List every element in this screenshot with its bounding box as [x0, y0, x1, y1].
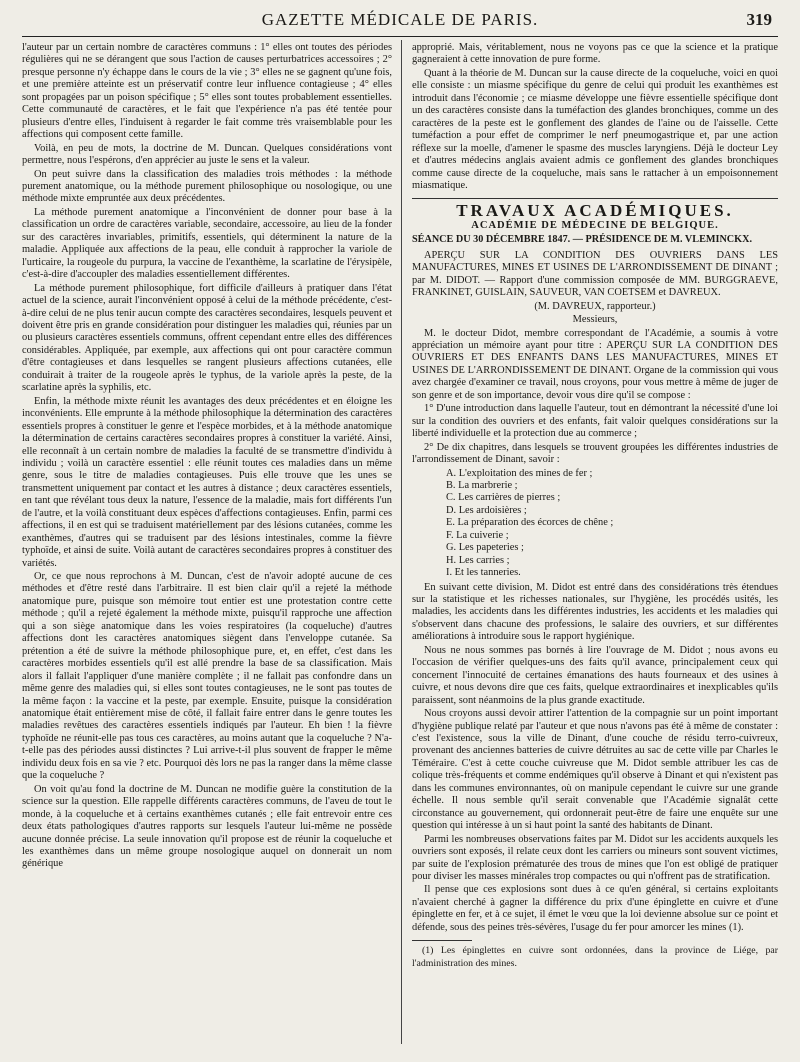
- list-item: H. Les carries ;: [446, 554, 510, 566]
- paragraph: 2° De dix chapitres, dans lesquels se trouvent groupées les différentes industries de l'arrondissement de Dinant, savoir :: [412, 441, 778, 466]
- page-header: [22, 10, 778, 34]
- footnote: (1) Les épinglettes en cuivre sont ordonnées, dans la province de Liége, par l'administration des mines.: [412, 945, 778, 969]
- seance-heading: SÉANCE DU 30 DÉCEMBRE 1847. — PRÉSIDENCE DE M. VLEMINCKX.: [412, 234, 752, 246]
- column-divider: [401, 40, 402, 1044]
- footnote-rule: [412, 940, 472, 941]
- left-column: [22, 42, 392, 1044]
- paragraph: 1° D'une introduction dans laquelle l'auteur, tout en démontrant la nécessité d'une loi sur la condition des ouvriers et des enfants, fait valoir quelques considérations sur la liberté individuelle et la protection due au commerce ;: [412, 403, 778, 440]
- list-item: C. Les carrières de pierres ;: [446, 492, 561, 504]
- paragraph: M. le docteur Didot, membre correspondant de l'Académie, a soumis à votre appréciation un mémoire ayant pour titre : APERÇU SUR LA CONDITION DES OUVRIERS ET DES ENFANTS DANS LES MANUFACTURES, MINES ET USINES DE L'ARRONDISSEMENT DE DINANT. Organe de la commission qui vous avez chargée d'examiner ce travail, nous croyons, pour vous mettre à même de juger de son genre et de son importance, devoir vous dire qu'il se compose :: [412, 327, 778, 401]
- header-rule: [22, 36, 778, 37]
- paragraph: Nous croyons aussi devoir attirer l'attention de la compagnie sur un point important d'hygiène publique relaté par l'auteur et que nous n'avons pas été à même de constater : c'est l'existence, sous la ville de Dinant, d'une couche de résidu terro-cuivreux, provenant des anciennes batteries de cuivre détruites au sac de cette ville par Charles le Téméraire. C'est à cette couche cuivreuse que M. Didot semble attribuer les cas de colique très-fréquents et comme endémiques qu'il observe à Dinant et qui n'existent pas dans les communes environnantes, où on manipule cependant le cuivre sur une grande échelle. Il nous semble qu'il serait convenable que l'Académie signalât cette circonstance au gouvernement, qui ordonnerait peut-être de faire une enquête sur une question qui intéresse à un si haut point la santé des habitants de Dinant.: [412, 708, 778, 832]
- paragraph: Voilà, en peu de mots, la doctrine de M. Duncan. Quelques considérations vont permettre, nous l'espérons, d'en apprécier au juste le sens et la valeur.: [22, 142, 392, 167]
- list-item: A. L'exploitation des mines de fer ;: [446, 467, 593, 479]
- paragraph: Il pense que ces explosions sont dues à ce qu'en général, si certains exploitants n'avaient cherché à gagner la différence du prix d'une épinglette en cuivre et d'une épinglette en fer, et à ce sujet, il émet le vœu que la loi devienne absolue sur ce point et défende, sous des peines très-sévères, l'usage du fer pour amorcer les mines (1).: [412, 884, 778, 933]
- list-item: F. La cuiverie ;: [446, 529, 509, 541]
- report-intro: APERÇU SUR LA CONDITION DES OUVRIERS DANS LES MANUFACTURES, MINES ET USINES DE L'ARRONDISSEMENT DE DINANT ; par M. DIDOT. — Rapport d'une commission composée de MM. BURGGRAEVE, FRANKINET, GUISLAIN, SAUVEUR, VAN COETSEM et DAVREUX.: [412, 249, 778, 299]
- list-item: B. La marbrerie ;: [446, 479, 518, 491]
- paragraph: approprié. Mais, véritablement, nous ne voyons pas ce que la science et la pratique gagneraient à cette innovation de pure forme.: [412, 42, 778, 66]
- list-item: I. Et les tanneries.: [446, 567, 521, 579]
- section-title: TRAVAUX ACADÉMIQUES.: [456, 201, 734, 221]
- paragraph: Or, ce que nous reprochons à M. Duncan, c'est de n'avoir adopté aucune de ces méthodes et d'être resté dans l'arbitraire. Il est bien clair qu'il a rejeté la méthode anatomique pure, puisque son mémoire tout entier est une protestation contre cette méthode ; qu'il a rejeté également la méthode mixte, puisqu'il rapproche une affection qui a son siège anatomique dans les voies respiratoires (la coqueluche) d'autres affections dont les caractères anatomiques siègent dans l'enveloppe cutanée. Sa prétention a été de suivre la méthode philosophique pure, et, en effet, c'est dans les caractères morbides essentiels qu'il est allé prendre la base de sa classification. Mais alors il fallait l'appliquer d'une manière complète ; il ne fallait pas confondre dans un même genre des maladies qui, si elles sont toutes contagieuses, ne le sont pas toutes de la même façon : la vaccine et la peste, par exemple. Ensuite, puisque la considération anatomique était entièrement mise de côté, il fallait faire entrer dans le genre toutes les maladies revêtues des caractères essentiels indiqués par l'auteur. Eh bien ! la fièvre typhoïde ne réunit-elle pas tous ces caractères, au moins autant que la coqueluche ? N'a-t-elle pas des périodes aussi distinctes ? Lui arrive-t-il plus souvent de frapper le même individu deux fois en sa vie ? etc. Pourquoi dès lors ne pas la ranger dans la même classe que la coqueluche ?: [22, 571, 392, 782]
- list-item: G. Les papeteries ;: [446, 542, 524, 554]
- right-column: [412, 42, 778, 1044]
- section-subtitle: ACADÉMIE DE MÉDECINE DE BELGIQUE.: [471, 219, 719, 231]
- industry-list: [412, 468, 778, 580]
- section-rule: [412, 198, 778, 199]
- paragraph: Enfin, la méthode mixte réunit les avantages des deux précédentes et en éloigne les inconvénients. Elle emprunte à la méthode philosophique la détermination des caractères essentiels propres à constituer le genre et l'espèce morbides, et à la méthode anatomique la détermination de certains caractères secondaires propres à constituer la variété. Ainsi, elle reconnaît à un certain nombre de maladies la faculté de se transmettre d'individu à individu ; voilà un caractère essentiel : elle réunit toutes ces maladies dans un même genre, sous le titre de maladies contagieuses. Puis elle trouve que les unes se transmettent uniquement par contact et les autres à distance ; deux caractères essentiels, en tant que révélant tous deux la nature, l'essence de la maladie, mais fort différents l'un de l'autre, et la voilà constituant deux espèces d'affections contagieuses. Enfin, parmi ces affections, il en est qui se traduisent matériellement par des lésions cutanées, comme les exanthèmes, d'autres qui se traduisent par des lésions intestinales, comme la fièvre typhoïde, et ainsi de suite. Voilà autant de caractères secondaires propres à constituer des variétés.: [22, 395, 392, 569]
- paragraph: En suivant cette division, M. Didot est entré dans des considérations très étendues sur la statistique et les richesses nationales, sur l'hygiène, les procédés usités, les maladies, les accidents dans les différentes industries, les accidents et les maladies qui s'observent dans chacune des professions, le salaire des ouvriers, et sur différentes améliorations à introduire sous le rapport hygiénique.: [412, 581, 778, 643]
- paragraph: On peut suivre dans la classification des maladies trois méthodes : la méthode purement anatomique, ou la méthode purement philosophique ou nosologique, ou une méthode mixte empruntée aux deux précédentes.: [22, 168, 392, 205]
- journal-title: GAZETTE MÉDICALE DE PARIS.: [261, 10, 539, 29]
- list-item: E. La préparation des écorces de chêne ;: [446, 517, 614, 529]
- paragraph: Nous ne nous sommes pas bornés à lire l'ouvrage de M. Didot ; nous avons eu l'occasion de vérifier quelques-uns des faits qu'il avance, principalement ceux qui concernent l'innocuité de certaines émanations des hauts fourneaux et des usines à cuivre, et nous devons dire que ces faits, quelque extraordinaires et inexplicables qu'ils paraissent, sont néanmoins de la plus grande exactitude.: [412, 644, 778, 706]
- paragraph: l'auteur par un certain nombre de caractères communs : 1° elles ont toutes des périodes régulières qui ne se dérangent que sous l'action de causes perturbatrices accessoires ; 2° presque personne n'y échappe dans le cours de la vie ; 3° elles ne se gagnent qu'une fois, et une première atteinte est un préservatif contre leur influence contagieuse ; 4° elles sont propagées par un poison spécifique ; 5° elles sont toutes probablement essentielles. Cette communauté de caractères, et le fait que l'expérience n'a pas été tentée pour plusieurs d'entre elles, l'induisent à regarder le fait comme très vraisemblable pour les affections qui composent cette famille.: [22, 42, 392, 141]
- list-item: D. Les ardoisières ;: [446, 504, 527, 516]
- paragraph: On voit qu'au fond la doctrine de M. Duncan ne modifie guère la constitution de la science sur la question. Elle rappelle différents caractères communs, de l'aveu de tout le monde, à la coqueluche et à certains exanthèmes cutanés ; elle fait entrevoir entre ces deux états pathologiques d'autres rapports sur lesquels l'auteur lui-même ne possède aucune donnée précise. La seule innovation qu'il propose est de réunir la coqueluche et les exanthèmes dans un même groupe nosologique auquel on donnerait un nom générique: [22, 783, 392, 870]
- salutation: Messieurs,: [572, 314, 618, 326]
- page-number: 319: [746, 10, 772, 29]
- paragraph: La méthode purement anatomique a l'inconvénient de donner pour base à la classification un ordre de caractères variable, secondaire, accessoire, au lieu de la fonder sur des caractères invariables, primitifs, essentiels, qui déterminent la nature de la maladie. Appliquée aux affections de la peau, elle conduit à rapprocher la variole de l'urticaire, la rougeole du purpura, la vaccine de l'exanthème, la scarlatine de l'érysipèle, c'est-à-dire d'accoupler des maladies essentiellement différentes.: [22, 206, 392, 281]
- paragraph: Quant à la théorie de M. Duncan sur la cause directe de la coqueluche, voici en quoi elle consiste : un miasme spécifique du genre de celui qui produit les exanthèmes est introduit dans l'économie ; ce miasme développe une fièvre essentielle spécifique dont un des caractères consiste dans la tuméfaction des glandes bronchiques, comme un des caractères de la peste est le gonflement des glandes de l'aine ou de l'aisselle. Cette tuméfaction a pour effet de comprimer le nerf pneumogastrique et, par une action réflexe sur la moelle, d'amener le spasme des muscles laryngiens. Déjà le docteur Ley et d'autres médecins anglais avaient admis ce gonflement des glandes bronchiques comme cause directe de la coqueluche, mais sans le rattacher à un empoisonnement miasmatique.: [412, 67, 778, 191]
- rapporteur: (M. DAVREUX, rapporteur.): [534, 300, 656, 312]
- paragraph: Parmi les nombreuses observations faites par M. Didot sur les accidents auxquels les ouvriers sont exposés, il relate ceux dont les carriers ou mineurs sont souvent victimes, par suite de l'explosion prématurée des trous de mines que l'on est obligé de pratiquer pour diviser les masses minérales trop compactes ou qui n'offrent pas de stratification.: [412, 833, 778, 882]
- paragraph: La méthode purement philosophique, fort difficile d'ailleurs à pratiquer dans l'état actuel de la science, aurait l'inconvénient opposé à celui de la méthode précédente, c'est-à-dire celui de ne plus tenir aucun compte des caractères secondaires, lesquels peuvent et doivent être pris en grande considération pour distinguer les maladies qui, réunies par un ou plusieurs caractères essentiels communs, offrent cependant entre elles des différences considérables. Appliquée, par exemple, aux affections qui ont pour caractère commun d'être contagieuses et dans lesquelles se rangent plusieurs affections cutanées, elle conduirait à traiter de la rougeole après le typhus, de la variole après la peste, de la scarlatine après la syphilis, etc.: [22, 282, 392, 394]
